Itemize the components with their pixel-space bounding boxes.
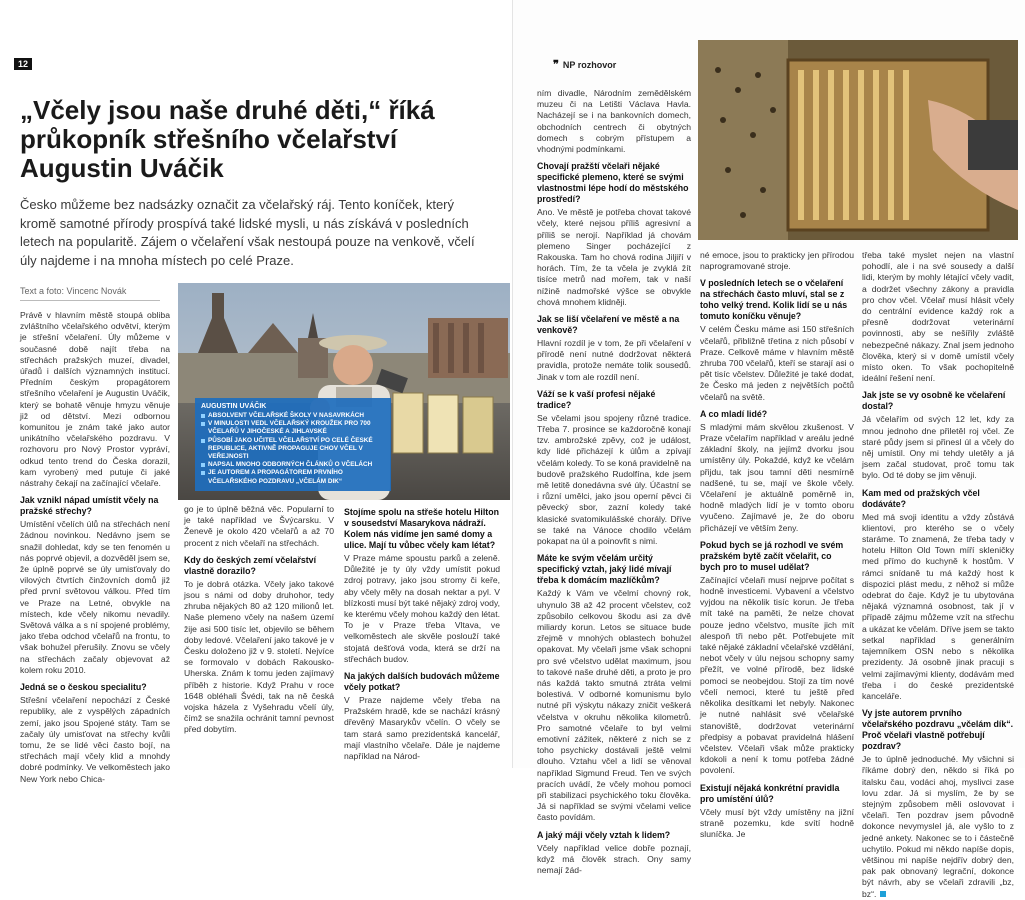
interview-question: Váží se k vaší profesi nějaké tradice? <box>537 388 656 410</box>
bio-item <box>201 412 385 420</box>
bullet-icon <box>201 471 205 475</box>
article-lead: Česko můžeme bez nadsázky označit za včelařský ráj. Tento koníček, který kromě samotné přírody prospívá také lidské mysli, u nás získává v posledních letech na popularitě. Zájem o včelaření však nestoupá pouze na venkově, včelí úly najdeme i na mnoha místech po celé Praze. <box>20 197 475 268</box>
end-of-article-icon <box>880 891 886 897</box>
interview-question: A jaký máji včely vztah k lidem? <box>537 829 671 840</box>
interview-question: Jak se liší včelaření ve městě a na venkově? <box>537 314 680 336</box>
paragraph: Začínající včelaři musí nejprve počítat s hodně investicemi. Vybavení a včelstvo vyjdou na několik tisíc korun. Je třeba mít také na paměti, že nelze chovat pouze jedno včelstvo, musíte jich mít alespoň tři nebo pět. Potřebujete mít také nějaké základní včelařské vzdělání, nebot včely v úlu nejsou schopny samy přežít, ve volné přírodě, bez lidské pomoci se neobejdou. Stojí za tím nové včelí nemoci, které tu ještě před několika desítkami let nebyly. Nakonec je nutné nahlásit své včelařské stanoviště, dodržovat veterinární předpisy a pobavat pravidelná hlášení včelstev. Včelaři však může prakticky kdokoli a není k tomu potřeba žádné povolení. <box>700 574 854 776</box>
text-column-a <box>537 88 691 875</box>
paragraph: Právě v hlavním městě stoupá obliba zvláštního včelařského odvětví, kterým je střešní včelaření. Úly můžeme v současné době najít třeba na střechách pražských muzeí, divadel, úřadů i dalších významných institucí. Předním českým propagátorem střešního včelaření je Augustin Uváčik, který se bohatě věnuje hmyzu věnuje již od dětství. Mezi odbornou komunitou je znám také jako autor unikátního včelařského pozdravu. V rozhovoru pro Nový Prostor vypráví, odkud tento trend do Česka dorazil, kam vyrobený med putuje či jaké nástrahy čekají na začínající včelaře. <box>20 310 170 489</box>
bio-item <box>201 469 385 485</box>
article-title: „Včely jsou naše druhé děti,“ říká průkopník střešního včelařství Augustin Uváčik <box>20 95 435 183</box>
bullet-icon <box>201 414 205 418</box>
paragraph: V celém Česku máme asi 150 střešních včelařů, přibližně třetina z nich působí v Praze. Celkově máme v hlavním městě zhruba 700 včelařů, kteří se starají asi o pět tisíc včelstev. Důležité je také dodat, že Česko má jeden z největších počtů včelařů na světě. <box>700 324 854 402</box>
interview-question: Stojíme spolu na střeše hotelu Hilton v sousedství Masarykova nádraží. Kolem nás vidíme jen samé domy a ulice. Mají tu vůbec včely kam létat? <box>344 507 499 550</box>
bio-item-text: NAPSAL MNOHO ODBORNÝCH ČLÁNKŮ O VČELÁCH <box>208 461 373 469</box>
bio-item-text: JE AUTOREM A PROPAGÁTOREM PRVNÍHO VČELAŘSKÉHO POZDRAVU „VČELÁM DIK“ <box>208 469 343 485</box>
article-credit: Text a foto: Vincenc Novák <box>20 286 160 301</box>
bio-item <box>201 437 385 462</box>
paragraph: go je to úplně běžná věc. Popularní to je také například ve Švýcarsku. V Ženevě je okolo 420 včelařů a až 70 procent z nich včelaří na střechách. <box>184 504 334 548</box>
paragraph: né emoce, jsou to prakticky jen přírodou naprogramované stroje. <box>700 250 854 272</box>
interview-question: Chovají pražští včelaři nějaké specifické plemeno, které se svými vlastnostmi lépe hodí do městského prostředí? <box>537 161 689 205</box>
interview-question: Jedná se o českou specialitu? <box>20 682 147 693</box>
interview-question: Na jakých dalších budovách můžeme včely potkat? <box>344 671 500 693</box>
paragraph: Každý k Vám ve včelmí chovný rok, uhynulo 38 až 42 procent včelstev, což způsobilo celkovou škodu asi za dvě miliardy korun. Letos se situace bude zřejmě v mnohých oblastech bohužel opakovat. My včelaři jsme však schopni pro své včelstvo udělat maximum, jsou to takové naše druhé děti, a proto je pro nás každá takto smutná ztráta velmi bolestivá. V odborné komunismu bylo nutné při výskytu nákazy zničit veškerá včelstva v okruhu několika kilometrů. Pro samotné včelaře to byl velmi emotivní zážitek, některé z nich se z toho psychicky dostávali ještě velmi dlouho. Vztahu včel a lidí se věnoval například Sigmund Freud. Ten ve svých pracích uvádí, že včely mohou pomoci při stabilizaci psychického toku člověka. Já si například se svými včelami velice často povídám. <box>537 588 691 823</box>
interview-question: A co mladí lidé? <box>700 408 768 419</box>
quote-icon: ❞ <box>553 59 559 71</box>
paragraph: V Praze najdeme včely třeba na Pražském hradě, kde se nachází krásný dřevěný Masarykův včelín. O včely se tam stará samo prezidentská kancelář, mají vlastního včelaře. Dále je najdeme například na Národ- <box>344 695 500 762</box>
bio-item-text: ABSOLVENT VČELAŘSKÉ ŠKOLY V NASAVRKÁCH <box>208 412 364 419</box>
interview-question: Vy jste autorem prvního včelařského pozdravu „včelám dík“. Proč včelaři vlastně potřebují pozdrav? <box>862 708 1014 752</box>
interview-question: Kam med od pražských včel dodáváte? <box>862 487 980 509</box>
right-page <box>512 0 1025 899</box>
interview-question: Jak jste se vy osobně ke včelaření dostal? <box>862 390 1006 412</box>
bio-item-text: V MINULOSTI VEDL VČELAŘSKÝ KROUŽEK PRO 700 VČELAŘŮ V JIHOČESKÉ A JIHLAVSKÉ <box>208 420 371 436</box>
bio-info-box <box>195 398 391 491</box>
paragraph: V Praze máme spoustu parků a zeleně. Důležité je ty úly vždy umístit pokud zdroj potravy, jako jsou stromy či keře, aby včely měly na dosah nektar a pyl. V blízkosti musí být také nějaký zdroj vody, ke kterému včely mohou každý den létat. To je v Praze třeba Vltava, ve velkoměstech ale skvěle poslouží také stojatá dešťová voda, která se drží na střechách budov. <box>344 553 500 664</box>
bio-name: AUGUSTIN UVÁČIK <box>201 403 267 410</box>
interview-question: Máte ke svým včelám určitý specifický vztah, jaký lidé mívají třeba k domácím mazlíčkům? <box>537 553 672 586</box>
paragraph: Hlavní rozdíl je v tom, že při včelaření v přírodě není nutné dodržovat některá pravidla, protože nemáte tolik sousedů. Jinak v tom ale rozdíl není. <box>537 338 691 382</box>
paragraph: Se včelami jsou spojeny různé tradice. Třeba 7. prosince se každoročně konají tzv. ambrožské zpěvy, což je událost, kdy lidé přicházejí k úlům a zpívají včelám koledy. To se koná pravidelně na budově pražského Rudolfína, kde jsem mě letitě donedávna své úly. Účastní se i různí umělci, jako jsou operní pěvci či pěvecký sbor, zazní koledy také klasické svatomikulášské chorály. Dříve se také na Vánoce chodilo včelám pokapat na úl a poinovfit s nimi. <box>537 412 691 547</box>
interview-question: Kdy do českých zemí včelařství vlastně dorazilo? <box>184 554 317 576</box>
bio-item <box>201 420 385 436</box>
text-column-3 <box>344 504 500 764</box>
interview-question: Jak vznikl nápad umístit včely na pražské střechy? <box>20 495 159 517</box>
paragraph: Včely například velice dobře poznají, když má člověk strach. Ony samy nemají žád- <box>537 842 691 875</box>
text-column-1 <box>20 310 170 784</box>
interview-question: Existují nějaká konkrétní pravidla pro umístění úlů? <box>700 782 840 804</box>
paragraph: ním divadle, Národním zemědělském muzeu či na Letišti Václava Havla. Nacházejí se i na bankovních domech, obchodních centrech či obytných domech s cobrým přístupem a vhodnými podmínkami. <box>537 88 691 155</box>
paragraph: Střešní včelaření nepochází z České republiky, ale z vyspělých západních zemí, jako jsou Spojené státy. Tam se začaly úly umisťovat na střechy kvůli tomu, že se lidé věci často bojí, na střechách mají včely klid a mnohdy dobré podmínky. Ve velkoměstech jako New York nebo Chica- <box>20 695 170 784</box>
section-label <box>553 58 616 71</box>
interview-question: V posledních letech se o včelaření na střechách často mluví, stal se z toho velký trend. Kolik lidí se u nás tomuto koníčku věnuje? <box>700 278 848 322</box>
beehive-photo <box>698 40 1018 240</box>
paragraph: Ano. Ve městě je potřeba chovat takové včely, které nejsou příliš agresivní a příliš se nerojí. Například já chovám plemeno Singer pocházející z Rakouska. Tam ho chová rodina Jiljiří v horách. Tím, že ta včela je zvyklá žít tisíce metrů nad mořem, tak v naší nížině nadmořské výšce se obvykle chová mnohem klidněji. <box>537 207 691 307</box>
paragraph: To je dobrá otázka. Včely jako takové jsou s námi od doby druhohor, tedy zhruba nějakých 80 až 120 milionů let. Naše plemeno včely na našem území žije asi 500 tisíc let, objevilo se během doby ledové. Včelaření jako takové je v Česku doloženo již v 9. století. Nejvíce se formovalo v dobách Rakousko-Uherska. Znám k tomu jeden zajímavý příběh z historie. Když Prahu v roce 1648 obléhali Švédi, tak na ně česká vojska házela z Vyšehradu včelí úly, čímž se snažila ochránit tamní pevnost před dobytím. <box>184 578 334 735</box>
paragraph: třeba také myslet nejen na vlastní pohodlí, ale i na své sousedy a další lidi, kterým by mohly létající včely vadit, a dodržet všechny zákony a pravidla pro chov včel. Včelař musí hlásit včely do centrální evidence každý rok a přesně dodržovat veterinární povinnosti, aby se nešířily zvláště nebezpečné nákazy. Znal jsem jednoho člověka, který si v domě umístil včely místo oken. To však pochopitelně ideální řešení není. <box>862 250 1014 384</box>
interview-question: Pokud bych se já rozhodl ve svém pražském bytě začít včelařit, co bych pro to musel udělat? <box>700 539 844 572</box>
paragraph: Med má svoji identitu a vždy zůstává klientovi, pro kterého se o včely staráme. To znamená, že třeba tady v hotelu Hilton Old Town míří skleničky med přímo do kuchyně k hostům. V rámci snídaně tu má každý host k dispozici plást medu, z něhož si může odebrat do čaje. Když je tu ubytována nějaká významná osobnost, tak jí v případě zájmu můžeme vzít na střechu a ukázat ke včelám. Dříve jsem se takto setkal například s generálním tajemníkem OSN nebo s několika prezidenty. Já osobně jinak pracuji s velmi zajímavými klienty, dodávám med třeba i do české prezidentské kanceláře. <box>862 511 1014 701</box>
section-label-text: NP rozhovor <box>562 60 617 70</box>
bullet-icon <box>201 439 205 443</box>
photo-beehive-frames <box>698 40 1018 240</box>
paragraph: Je to úplně jednoduché. My všichni si říkáme dobrý den, někdo si říká po italsku čau, vodáci ahoj, myslivci zase lovu zdar. Já si myslím, že by se stejným způsobem měli oslovovat i včelaři. Ten pozdrav jsem původně dokonce nevymyslel já, ale vyšlo to z jedné ankety. Nakonec se to i částečně uchytilo. Pokud mi někdo napíše dopis, většinou mi napíše nejdřív dobrý den, pak pak obnovaný legrační, dokonce být návrh, aby se včelaři zdravili „bz, bz“. <box>862 754 1014 899</box>
bio-item-text: PŮSOBÍ JAKO UČITEL VČELAŘSTVÍ PO CELÉ ČESKÉ REPUBLICE, AKTIVNĚ PROPAGUJE CHOV VČEL V VEŘEJNOSTI <box>208 436 373 461</box>
text-column-2 <box>184 504 334 764</box>
page-number-left: 12 <box>14 58 32 70</box>
paragraph: Já včelařím od svých 12 let, kdy za mnou jednoho dne přiletěl roj včel. Ze staré půdy jsem si přinesl úl a včely do něj umístil. Ony mi tehdy uletěly a já jsem začal studovat, proč tomu tak bylo. Od té doby se jim věnuji. <box>862 414 1014 481</box>
paragraph: Umístění včelích úlů na střechách není žádnou novinkou. Nedávno jsem se snažil dohledat, kdy se ten fenomén u nás poprvé objevil, a dozvěděl jsem se, že úplně poprvé se úly umisťovaly do vilových čtvrtích činžovních domů již před první světovou válkou. Před tím ve Praze na Letné, obvykle na místech, kde včely nikomu nevadily. Světová válka a s ní spojené problémy, jako třeba odchod včelařů na frontu, to však bohužel přerušily. Znovu se včely na střechách začaly objevovat až kolem roku 2010. <box>20 519 170 675</box>
left-page <box>0 0 512 784</box>
text-column-b <box>700 250 854 839</box>
paragraph: Včely musí být vždy umístěny na jižní straně pozemku, kde svítí hodně sluníčka. Je <box>700 806 854 839</box>
paragraph: S mladými mám skvělou zkušenost. V Praze včelařím například v areálu jedné základní školy, na jejímž dvorku jsou umístěny úly. Pokaždé, když ke včelám přijdu, tak jsou tamní děti nesmírně nadšené, tu se, mají ve škole včely. Včelaření je aktuálně poměrně in, hodně mladých lidí je v tomto oboru vyučeno. Zajímavé je, že do oboru přicházejí ve větším ženy. <box>700 421 854 533</box>
bullet-icon <box>201 463 205 467</box>
bullet-icon <box>201 422 205 426</box>
text-column-c <box>862 250 1014 899</box>
